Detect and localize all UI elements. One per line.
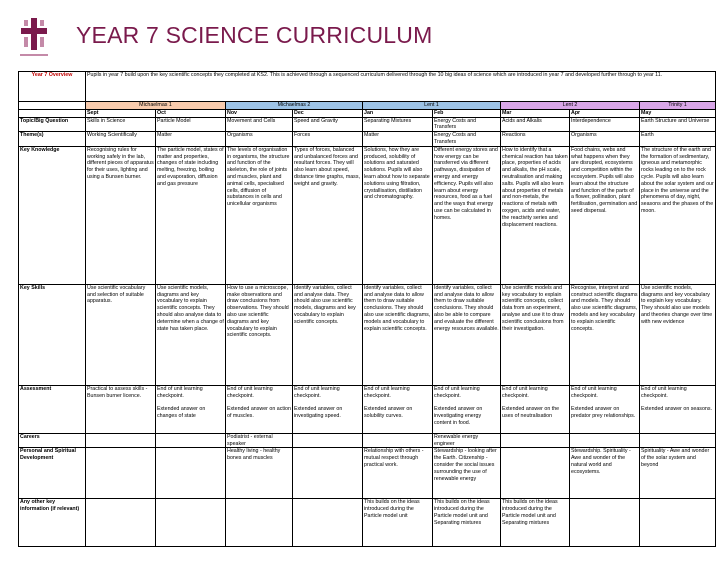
row-label-key-skills: Key Skills [19, 284, 86, 385]
knowledge-cell: Solutions, how they are produced, solubility of solutions and saturated solutions. Pupils will also learn about how to separate solutions using filtration, crystallisation, distillation and chromatography. [363, 146, 433, 284]
other-info-cell: This builds on the ideas introduced during the Particle model unit [363, 499, 433, 547]
development-cell [501, 448, 570, 499]
assessment-cell: End of unit learning checkpoint. Extended answer on investigating energy content in food. [433, 385, 501, 433]
assessment-cell: End of unit learning checkpoint. Extended answer on action of muscles. [226, 385, 293, 433]
other-info-cell: This builds on the ideas introduced during the Particle model unit and Separating mixtures [433, 499, 501, 547]
other-info-cell [570, 499, 640, 547]
assessment-cell: End of unit learning checkpoint. Extended answer on changes of state [156, 385, 226, 433]
month-dec: Dec [293, 109, 363, 117]
skills-cell: Use scientific models and key vocabulary to explain scientific concepts, collect data from an experiment, analyse and use it to draw scientific conclusions from their investigation. [501, 284, 570, 385]
other-info-cell: This builds on the ideas introduced during the Particle model unit and Separating mixtures [501, 499, 570, 547]
careers-cell [640, 433, 716, 448]
topic-cell: Movement and Cells [226, 117, 293, 132]
month-apr: Apr [570, 109, 640, 117]
knowledge-cell: The particle model, states of matter and properties, changes of state including melting, freezing, boiling and evaporation, diffusion and gas pressure [156, 146, 226, 284]
other-info-cell [640, 499, 716, 547]
term-trinity-1: Trinity 1 [640, 102, 716, 110]
assessment-cell: Practical to assess skills - Bunsen burner licence. [86, 385, 156, 433]
page-title: YEAR 7 SCIENCE CURRICULUM [76, 22, 433, 48]
knowledge-cell: The structure of the earth and the formation of sedimentary, igneous and metamorphic rocks leading on to the rock cycle. Pupils will also learn about the solar system and our place in the universe and the phenomena of day, night, seasons and the phases of the moon. [640, 146, 716, 284]
development-cell: Stewardship - looking after the Earth. Citizenship - consider the social issues surrounding the use of renewable energy [433, 448, 501, 499]
development-cell [86, 448, 156, 499]
assessment-cell: End of unit learning checkpoint. Extended answer on solubility curves. [363, 385, 433, 433]
assessment-cell: End of unit learning checkpoint. Extended answer on seasons. [640, 385, 716, 433]
knowledge-cell: Different energy stores and how energy can be transferred via different pathways, dissipation of energy and energy efficiency. Pupils will also learn about energy resources, food as a fuel and the ways that energy use can be calculated in homes. [433, 146, 501, 284]
topic-cell: Interdependence [570, 117, 640, 132]
knowledge-cell: Types of forces, balanced and unbalanced forces and resultant forces. They will also learn about speed, distance time graphs, mass, weight and gravity. [293, 146, 363, 284]
overview-text: Pupils in year 7 build upon the key scientific concepts they completed at KS2. This is achieved through a sequenced curriculum delivered through the 10 big ideas of science which are introduced in year 7 and developed further through to year 11. [86, 72, 716, 102]
topic-cell: Acids and Alkalis [501, 117, 570, 132]
knowledge-cell: The levels of organisation in organisms, the structure and function of the skeleton, the role of joints and muscles, plant and animal cells, specialised cells, diffusion of substances in cells and unicellular organisms [226, 146, 293, 284]
skills-cell: Use scientific models, diagrams and key vocabulary to explain scientific concepts. They should also analyse data to determine when a change of state has taken place. [156, 284, 226, 385]
month-sept: Sept [86, 109, 156, 117]
careers-cell [156, 433, 226, 448]
skills-cell: Identify variables, collect and analyse data to allow them to draw suitable conclusions. They should also be able to compare and evaluate the different energy resources available. [433, 284, 501, 385]
term-lent-1: Lent 1 [363, 102, 501, 110]
theme-cell: Matter [363, 132, 433, 147]
careers-cell: Podiatrist - external speaker [226, 433, 293, 448]
careers-cell [86, 433, 156, 448]
other-info-cell [226, 499, 293, 547]
development-cell: Relationship with others - mutual respect through practical work. [363, 448, 433, 499]
development-cell: Healthy living - healthy bones and muscles [226, 448, 293, 499]
theme-cell: Matter [156, 132, 226, 147]
theme-cell: Working Scientifically [86, 132, 156, 147]
curriculum-table [18, 71, 716, 547]
development-cell: Spirituality - Awe and wonder of the solar system and beyond [640, 448, 716, 499]
skills-cell: Use scientific models, diagrams and key vocabulary to explain key vocabulary. They should also use models and theories change over time with new evidence [640, 284, 716, 385]
month-header-spacer [19, 109, 86, 117]
topic-cell: Speed and Gravity [293, 117, 363, 132]
assessment-cell: End of unit learning checkpoint. Extended answer on predator prey relationships. [570, 385, 640, 433]
month-nov: Nov [226, 109, 293, 117]
development-cell: Stewardship. Spirituality - Awe and wonder of the natural world and ecosystems. [570, 448, 640, 499]
careers-cell [570, 433, 640, 448]
row-label-personal-spiritual: Personal and Spiritual Development [19, 448, 86, 499]
skills-cell: Identify variables, collect and analyse data to allow them to draw suitable conclusions. They should also use scientific diagrams, models and vocabulary to explain scientific concepts. [363, 284, 433, 385]
skills-cell: Identify variables, collect and analyse data. They should also use scientific models, diagrams and key vocabulary to explain scientific concepts. [293, 284, 363, 385]
theme-cell: Reactions [501, 132, 570, 147]
other-info-cell [156, 499, 226, 547]
overview-label: Year 7 Overview [19, 72, 86, 102]
careers-cell [363, 433, 433, 448]
skills-cell: Use scientific vocabulary and selection of suitable apparatus. [86, 284, 156, 385]
development-cell [156, 448, 226, 499]
month-mar: Mar [501, 109, 570, 117]
row-label-other-info: Any other key information (if relevant) [19, 499, 86, 547]
term-michaelmas-1: Michaelmas 1 [86, 102, 226, 110]
row-label-assessment: Assessment [19, 385, 86, 433]
assessment-cell: End of unit learning checkpoint. Extended answer on the uses of neutralisation [501, 385, 570, 433]
theme-cell: Organisms [226, 132, 293, 147]
row-label-careers: Careers [19, 433, 86, 448]
corner-cell [19, 102, 86, 110]
topic-cell: Energy Costs and Transfers [433, 117, 501, 132]
topic-cell: Separating Mixtures [363, 117, 433, 132]
development-cell [293, 448, 363, 499]
careers-cell [293, 433, 363, 448]
other-info-cell [86, 499, 156, 547]
knowledge-cell: Food chains, webs and what happens when they are disrupted, ecosystems and competition within the ecosystem. Pupils will also learn about the structure and function of the parts of a flower, pollination, plant fertilisation, germination and seed dispersal. [570, 146, 640, 284]
row-label-topic: Topic/Big Question [19, 117, 86, 132]
month-oct: Oct [156, 109, 226, 117]
month-may: May [640, 109, 716, 117]
assessment-cell: End of unit learning checkpoint. Extended answer on investigating speed. [293, 385, 363, 433]
month-feb: Feb [433, 109, 501, 117]
row-label-themes: Theme(s) [19, 132, 86, 147]
careers-cell: Renewable energy engineer [433, 433, 501, 448]
knowledge-cell: Recognising rules for working safely in the lab, different pieces of apparatus for their uses, lighting and using a Bunsen burner. [86, 146, 156, 284]
row-label-key-knowledge: Key Knowledge [19, 146, 86, 284]
theme-cell: Earth [640, 132, 716, 147]
topic-cell: Skills in Science [86, 117, 156, 132]
topic-cell: Earth Structure and Universe [640, 117, 716, 132]
school-crest-logo [18, 16, 50, 60]
careers-cell [501, 433, 570, 448]
theme-cell: Energy Costs and Transfers [433, 132, 501, 147]
other-info-cell [293, 499, 363, 547]
month-jan: Jan [363, 109, 433, 117]
skills-cell: How to use a microscope, make observations and draw conclusions from observations. They should also use scientific diagrams and key vocabulary to explain scientific concepts. [226, 284, 293, 385]
theme-cell: Organisms [570, 132, 640, 147]
skills-cell: Recognise, interpret and construct scientific diagrams and models. They should also use scientific diagrams, models and key vocabulary to explain scientific concepts. [570, 284, 640, 385]
knowledge-cell: How to identify that a chemical reaction has taken place, properties of acids and alkalis, the pH scale, neutralisation and making salts. Pupils will also learn about properties of metals and non-metals, the reactions of metals with oxygen, acids and water, the reactivity series and displacement reactions. [501, 146, 570, 284]
term-michaelmas-2: Michaelmas 2 [226, 102, 363, 110]
theme-cell: Forces [293, 132, 363, 147]
term-lent-2: Lent 2 [501, 102, 640, 110]
topic-cell: Particle Model [156, 117, 226, 132]
